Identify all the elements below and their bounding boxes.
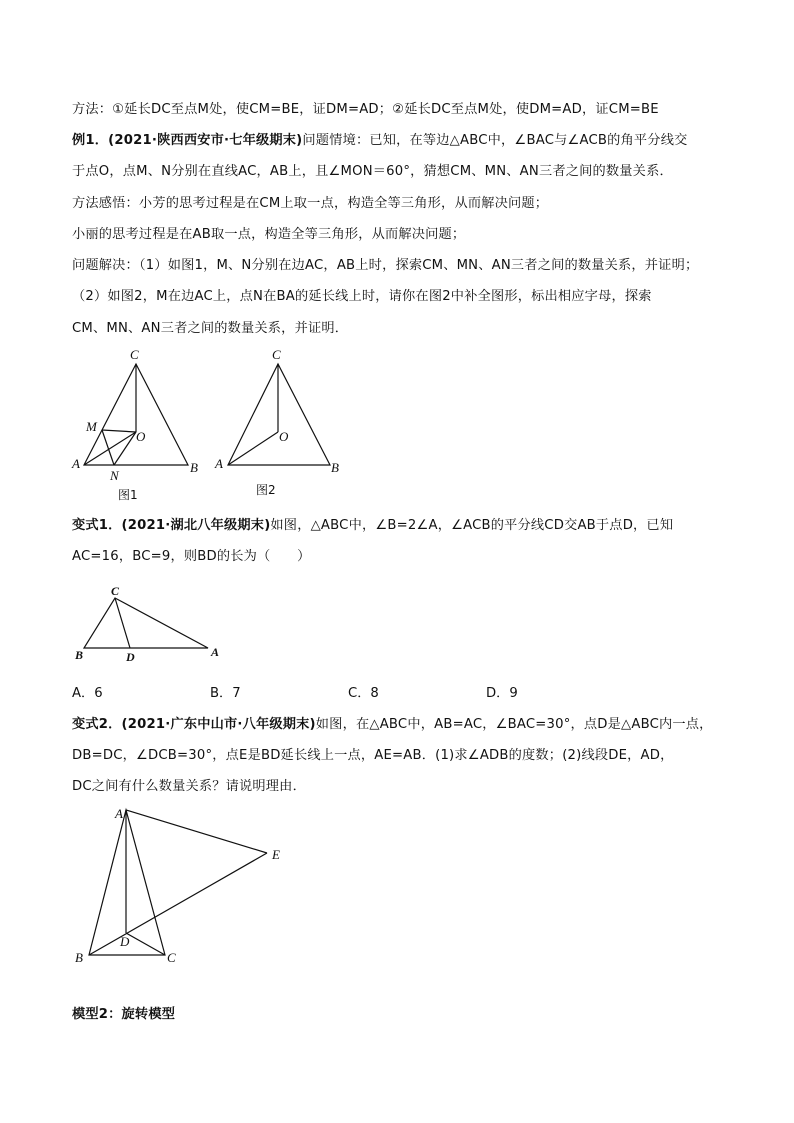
example1-heading: 例1．(2021·陕西西安市·七年级期末) xyxy=(72,133,303,148)
fig1-label-B: B xyxy=(190,460,198,475)
option-a[interactable]: A．6 xyxy=(72,686,103,701)
fig1-label-A: A xyxy=(72,456,80,471)
option-d[interactable]: D．9 xyxy=(486,686,518,701)
variant2-heading: 变式2．(2021·广东中山市·八年级期末) xyxy=(72,717,316,732)
fig2-label-C: C xyxy=(272,347,281,362)
fig2-label-A: A xyxy=(215,456,223,471)
example1-line6: （2）如图2，M在边AC上，点N在BA的延长线上时，请你在图2中补全图形，标出相应字母，探索 xyxy=(72,289,652,304)
variant2-text1: 如图，在△ABC中，AB=AC，∠BAC=30°，点D是△ABC内一点， xyxy=(315,717,713,732)
fig2-label-B: B xyxy=(331,460,339,475)
v2-label-D: D xyxy=(120,934,130,949)
option-b[interactable]: B．7 xyxy=(210,686,241,701)
v2-label-E: E xyxy=(272,847,280,862)
fig2-label-O: O xyxy=(279,429,289,444)
model2-heading: 模型2：旋转模型 xyxy=(72,1007,176,1022)
v1-label-A: A xyxy=(211,645,220,659)
v2-label-B: B xyxy=(75,950,83,965)
v2-label-C: C xyxy=(167,950,176,965)
variant2-line3: DC之间有什么数量关系？请说明理由． xyxy=(72,779,306,794)
option-c[interactable]: C．8 xyxy=(348,686,379,701)
fig1-label-O: O xyxy=(136,429,146,444)
fig1-caption: 图1 xyxy=(118,488,138,502)
variant1-heading: 变式1．(2021·湖北八年级期末) xyxy=(72,518,271,533)
example1-text1: 问题情境：已知，在等边△ABC中，∠BAC与∠ACB的角平分线交 xyxy=(302,133,688,148)
example1-line7: CM、MN、AN三者之间的数量关系，并证明． xyxy=(72,321,349,336)
fig2-caption: 图2 xyxy=(256,483,276,497)
fig1-label-M: M xyxy=(86,419,97,434)
example1-line3: 方法感悟：小芳的思考过程是在CM上取一点，构造全等三角形，从而解决问题； xyxy=(72,196,549,211)
fig1-label-C: C xyxy=(130,347,139,362)
method-line: 方法：①延长DC至点M处，使CM=BE，证DM=AD；②延长DC至点M处，使DM=AD，证CM=BE xyxy=(72,102,659,117)
variant1-text1: 如图，△ABC中，∠B=2∠A，∠ACB的平分线CD交AB于点D，已知 xyxy=(270,518,674,533)
v1-label-B: B xyxy=(75,648,84,662)
v1-label-D: D xyxy=(126,650,135,664)
example1-line2: 于点O，点M、N分别在直线AC，AB上，且∠MON＝60°，猜想CM、MN、AN三者之间的数量关系． xyxy=(72,164,673,179)
example1-line4: 小丽的思考过程是在AB取一点，构造全等三角形，从而解决问题； xyxy=(72,227,466,242)
variant2-line2: DB=DC，∠DCB=30°，点E是BD延长线上一点，AE=AB．(1)求∠ADB的度数；(2)线段DE，AD， xyxy=(72,748,674,763)
variant1-line2: AC=16，BC=9，则BD的长为（ ） xyxy=(72,549,311,564)
v2-label-A: A xyxy=(115,806,123,821)
v1-label-C: C xyxy=(111,584,120,598)
fig1-label-N: N xyxy=(110,468,119,483)
example1-line5: 问题解决：（1）如图1，M、N分别在边AC，AB上时，探索CM、MN、AN三者之间的数量关系，并证明； xyxy=(72,258,699,273)
